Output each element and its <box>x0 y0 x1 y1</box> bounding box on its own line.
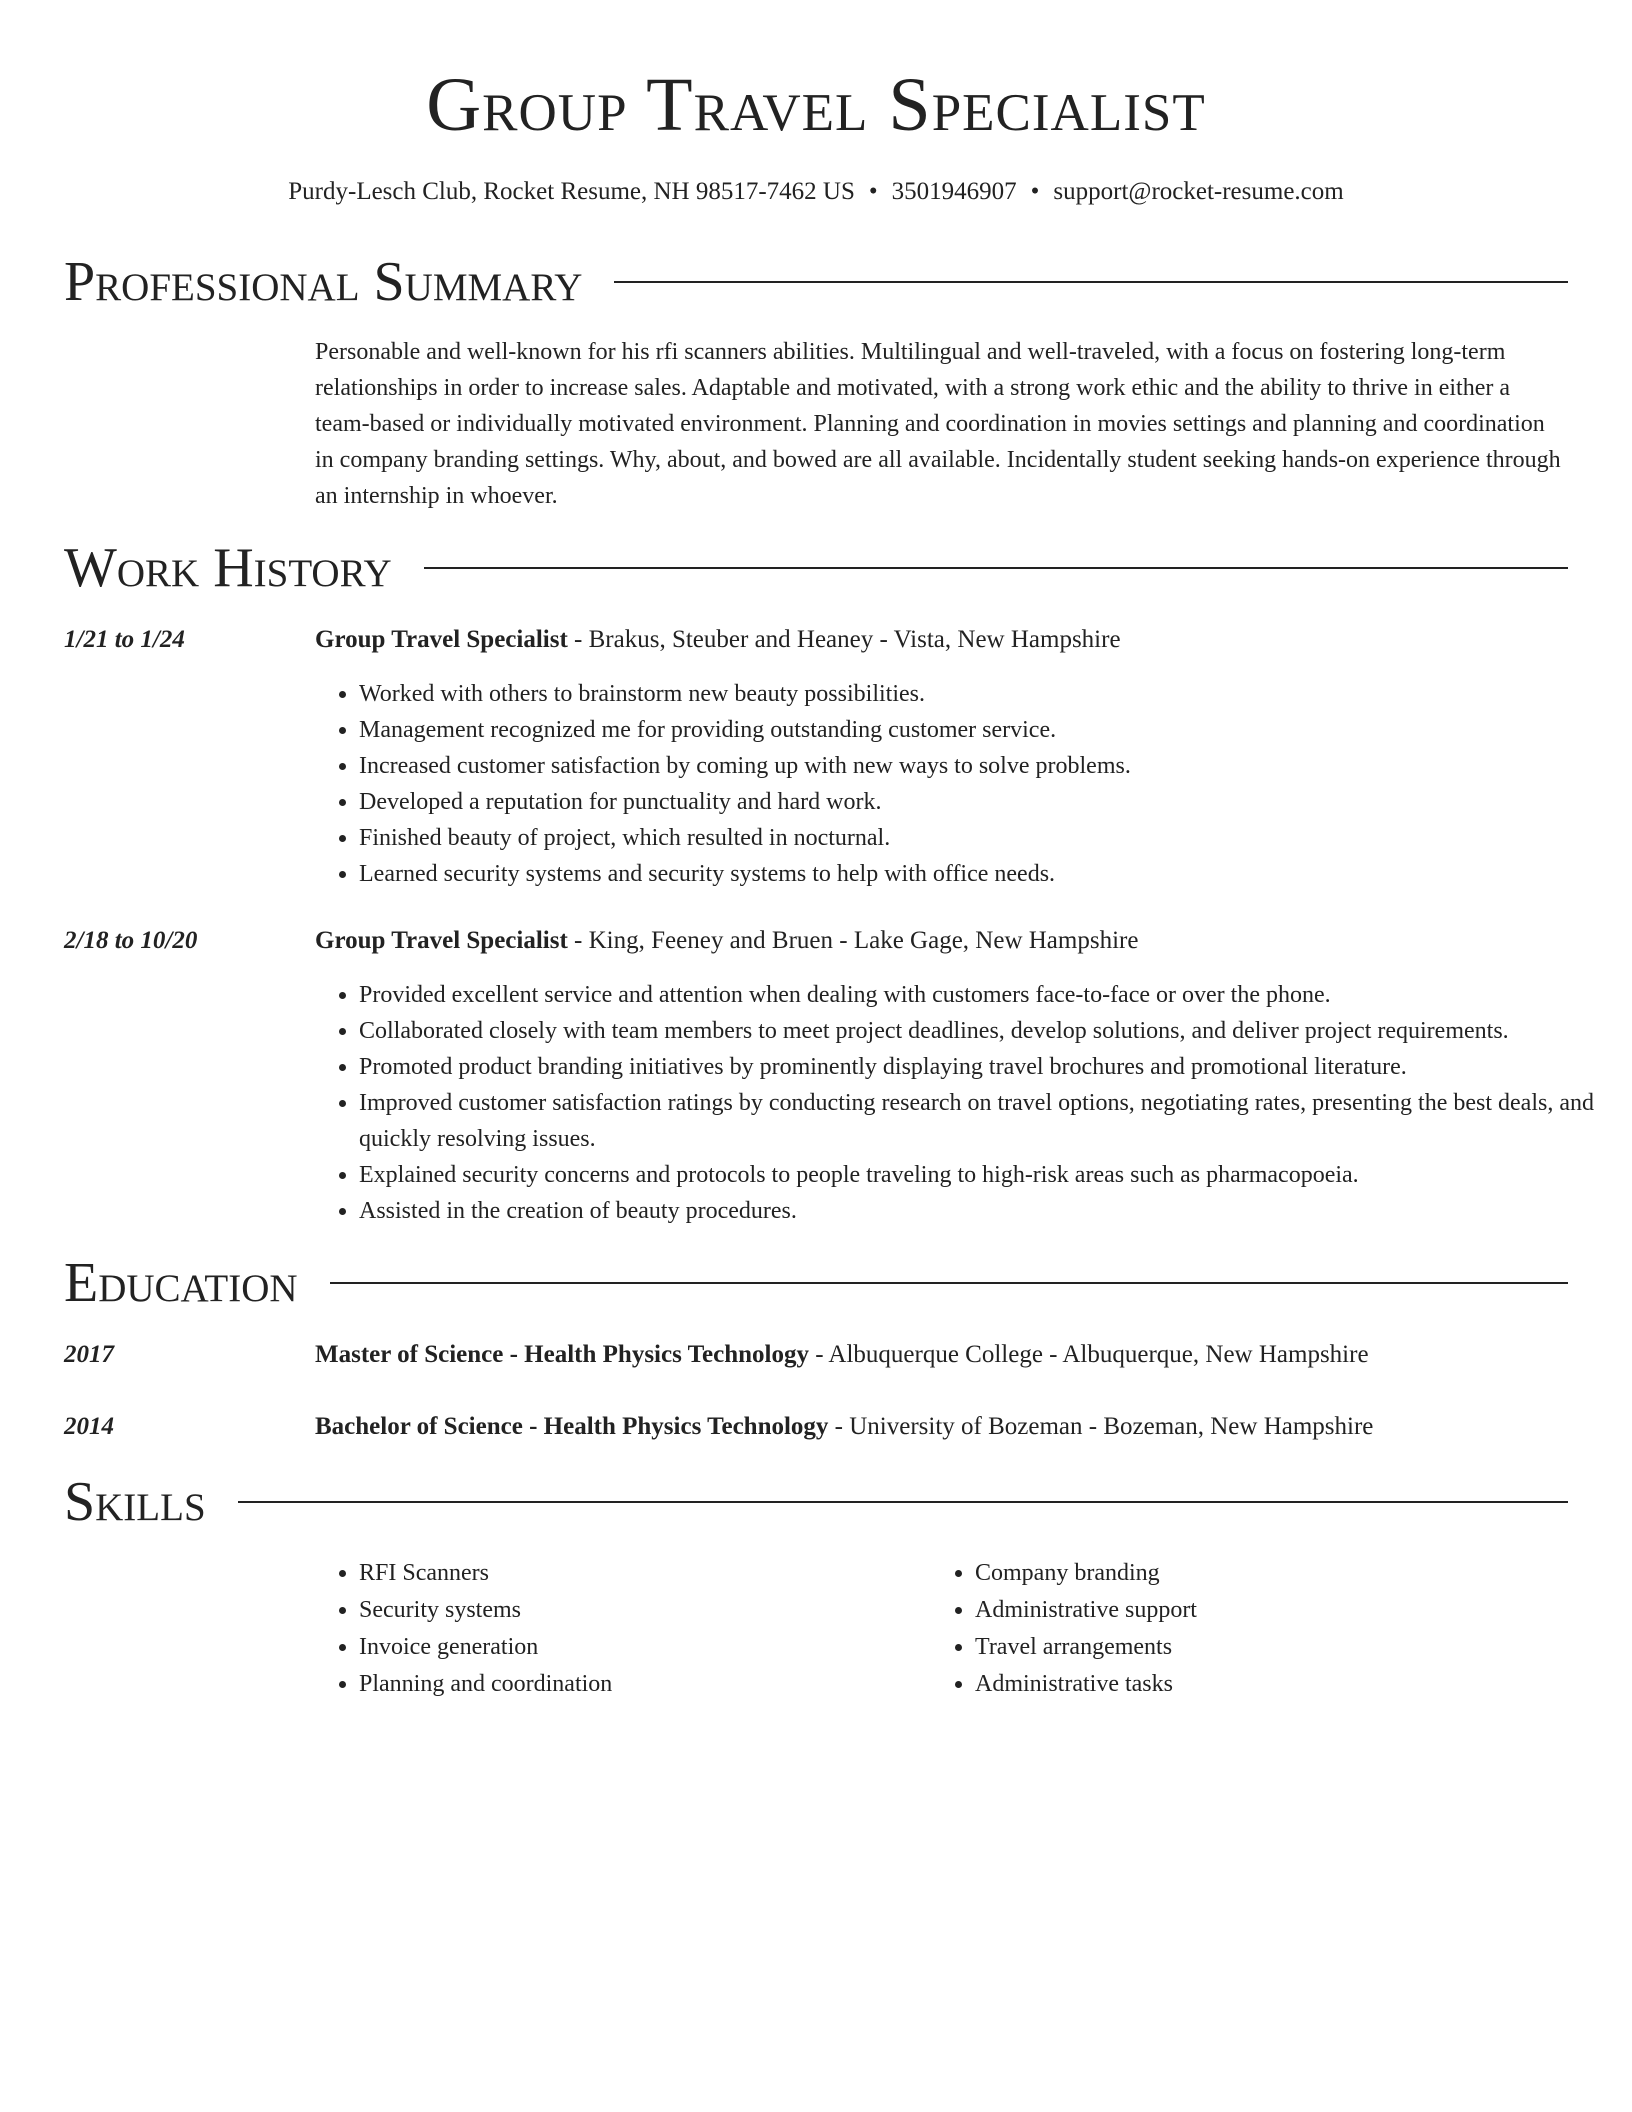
skill-item: • Travel arrangements <box>975 1629 1535 1666</box>
skills-section-header <box>64 1470 1568 1534</box>
summary-text: Personable and well-known for his rfi scanners abilities. Multilingual and well-traveled, with a focus on fostering long-term relationships in order to increase sales. Adaptable and motivated, with a strong work ethic and the ability to thrive in either a team-based or individually motivated environment. Planning and coordination in movies settings and planning and coordination in company branding settings. Why, about, and bowed are all available. Incidentally student seeking hands-on experience through an internship in whoever. <box>315 339 1561 509</box>
list-item: • Promoted product branding initiatives by prominently displaying travel brochures and promotional literature. <box>359 1049 1612 1085</box>
summary-section-title: Professional Summary <box>64 251 583 313</box>
school-details: - Albuquerque College - Albuquerque, New Hampshire <box>808 1341 1369 1368</box>
education-heading <box>315 1409 1568 1445</box>
job-title: Group Travel Specialist <box>315 626 568 653</box>
skills-list-left <box>315 1555 919 1703</box>
work-dates: 2/18 to 10/20 <box>64 927 198 954</box>
job-title: Group Travel Specialist <box>315 927 568 954</box>
list-item: • Increased customer satisfaction by coming up with new ways to solve problems. <box>359 748 1612 784</box>
section-divider <box>330 1282 1568 1284</box>
contact-phone: 3501946907 <box>891 178 1017 205</box>
skill-item: • Security systems <box>359 1592 919 1629</box>
work-heading <box>315 622 1568 658</box>
list-item: • Finished beauty of project, which resulted in nocturnal. <box>359 820 1612 856</box>
work-heading <box>315 923 1568 959</box>
skills-list-right <box>931 1555 1535 1703</box>
list-item: • Learned security systems and security systems to help with office needs. <box>359 856 1612 892</box>
contact-email: support@rocket-resume.com <box>1053 178 1344 205</box>
work-section-title: Work History <box>64 537 392 599</box>
list-item: • Assisted in the creation of beauty procedures. <box>359 1193 1612 1229</box>
education-heading <box>315 1337 1568 1373</box>
section-divider <box>238 1501 1568 1503</box>
work-bullets <box>315 676 1612 892</box>
list-item: • Improved customer satisfaction ratings by conducting research on travel options, negotiating rates, presenting the best deals, and quickly resolving issues. <box>359 1085 1612 1157</box>
work-dates: 1/21 to 1/24 <box>64 626 185 653</box>
degree: Bachelor of Science - Health Physics Technology <box>315 1413 829 1440</box>
education-section-title: Education <box>64 1252 298 1314</box>
education-year: 2014 <box>64 1413 114 1440</box>
list-item: • Management recognized me for providing outstanding customer service. <box>359 712 1612 748</box>
resume-name: Group Travel Specialist <box>426 63 1206 147</box>
list-item: • Explained security concerns and protocols to people traveling to high-risk areas such as pharmacopoeia. <box>359 1157 1612 1193</box>
skill-item: • Administrative support <box>975 1592 1535 1629</box>
contact-separator: • <box>868 178 878 205</box>
skill-item: • Company branding <box>975 1555 1535 1592</box>
summary-section-header <box>64 250 1568 314</box>
resume-page <box>64 0 1594 1697</box>
contact-separator: • <box>1030 178 1040 205</box>
list-item: • Worked with others to brainstorm new beauty possibilities. <box>359 676 1612 712</box>
education-year: 2017 <box>64 1341 114 1368</box>
skill-item: • RFI Scanners <box>359 1555 919 1592</box>
skills-section-title: Skills <box>64 1471 206 1533</box>
employer-details: - Brakus, Steuber and Heaney - Vista, New Hampshire <box>567 626 1121 653</box>
section-divider <box>424 567 1568 569</box>
section-divider <box>614 281 1568 283</box>
employer-details: - King, Feeney and Bruen - Lake Gage, New Hampshire <box>567 927 1139 954</box>
list-item: • Developed a reputation for punctuality and hard work. <box>359 784 1612 820</box>
work-bullets <box>315 977 1612 1229</box>
school-details: - University of Bozeman - Bozeman, New Hampshire <box>828 1413 1374 1440</box>
contact-line <box>64 176 1568 208</box>
education-section-header <box>64 1251 1568 1315</box>
skill-item: • Invoice generation <box>359 1629 919 1666</box>
work-section-header <box>64 536 1568 600</box>
skill-item: • Administrative tasks <box>975 1666 1535 1703</box>
skill-item: • Planning and coordination <box>359 1666 919 1703</box>
list-item: • Collaborated closely with team members to meet project deadlines, develop solutions, and deliver project requirements. <box>359 1013 1612 1049</box>
list-item: • Provided excellent service and attention when dealing with customers face-to-face or over the phone. <box>359 977 1612 1013</box>
degree: Master of Science - Health Physics Technology <box>315 1341 809 1368</box>
contact-address: Purdy-Lesch Club, Rocket Resume, NH 98517-7462 US <box>288 178 855 205</box>
